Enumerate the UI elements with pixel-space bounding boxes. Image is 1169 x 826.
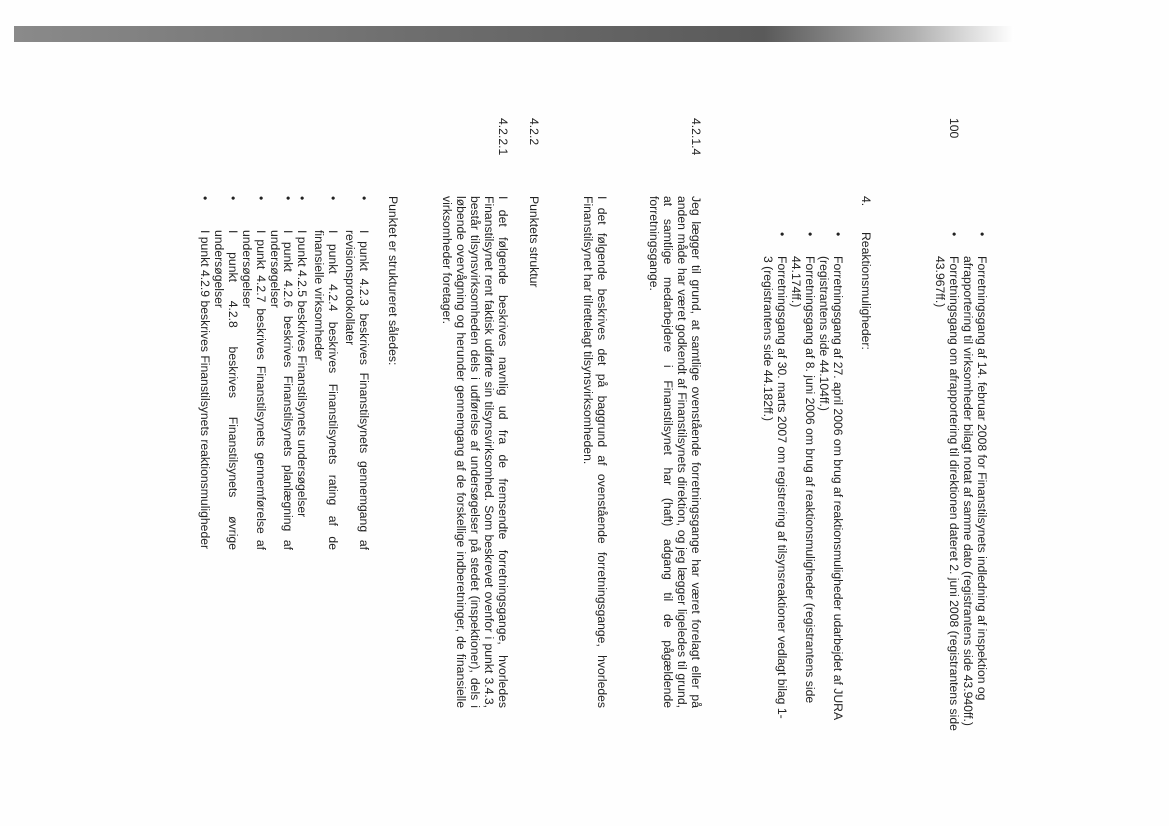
bullet-glyph: •: [198, 196, 213, 201]
bullet-glyph: •: [295, 196, 310, 201]
list-item: [239, 196, 267, 550]
list-item: [267, 196, 295, 550]
list-item-text: Forretningsgang af 27. april 2006 om brug af reaktionsmuligheder udarbejdet af JURA (registrantens side 44.104ff.): [817, 256, 845, 720]
list-item-text: I punkt 4.2.4 beskrives Finanstilsynets rating af de finansielle virksomheder: [312, 230, 341, 550]
list-item-text: I punkt 4.2.5 beskrives Finanstilsynets undersøgelser: [295, 230, 310, 518]
list-item: [960, 232, 988, 732]
item-4-bullet-list: [761, 232, 844, 722]
structure-bullet-list: [197, 196, 370, 696]
list-item: [311, 196, 339, 550]
section-4-2-2-title: Punktets struktur: [527, 196, 541, 288]
list-item: [342, 196, 370, 550]
item-4-number: 4.: [859, 196, 873, 207]
item-4-label: Reaktionsmuligheder:: [859, 232, 873, 350]
section-4-2-2-1-paragraph-2: Punktet er struktureret således:: [386, 196, 400, 366]
section-4-2-2-1-paragraph-1: I det følgende beskrives navnlig ud fra de fremsendte forretningsgange, hvorledes Finanstilsynet rent faktisk udførte sin tilsynsvirksomhed. Som beskrevet ovenfor i punkt 3.4.3, består tilsynsvirksomheden dels i udførelse af undersøgelser på stedet (inspektioner), dels i løbende overvågning og herunder gennemgang af de forskellige indberetninger, de finansielle virksomheder foretager.: [440, 196, 510, 708]
bullet-glyph: •: [947, 232, 962, 237]
list-item: [294, 196, 308, 550]
list-item: [816, 232, 844, 722]
bullet-glyph: •: [357, 196, 371, 201]
list-item: [932, 232, 960, 732]
list-item: [761, 232, 789, 722]
list-item-text: Forretningsgang af 8. juni 2006 om brug af reaktionsmuligheder (registrantens side 44.174ff.): [789, 256, 818, 704]
list-item-text: Forretningsgang om afrapportering til direktionen dateret 2. juni 2008 (registrantens side 43.967ff.): [933, 256, 962, 731]
bullet-glyph: •: [281, 196, 296, 201]
list-item: [197, 196, 211, 550]
list-item-text: I punkt 4.2.8 beskrives Finanstilsynets øvrige undersøgelser: [211, 230, 240, 550]
bullet-glyph: •: [253, 196, 268, 201]
bullet-glyph: •: [775, 232, 790, 237]
section-4-2-1-4-paragraph-2: I det følgende beskrives det på baggrund af ovenstående forretningsgange, hvorledes Finanstilsynet har tilrettelagt tilsynsvirksomheden.: [581, 196, 609, 708]
page-number: 100: [947, 118, 961, 139]
bullet-glyph: •: [803, 232, 818, 237]
rotated-text-sheet: [20, 0, 1020, 820]
list-item-text: Forretningsgang af 30. marts 2007 om registrering af tilsynsreaktioner vedlagt bilag 1-3 (registrantens side 44.182ff.): [761, 256, 790, 719]
list-item-text: I punkt 4.2.6 beskrives Finanstilsynets planlægning af undersøgelser: [267, 230, 296, 550]
bullet-glyph: •: [975, 232, 989, 237]
section-4-2-1-4-number: 4.2.1.4: [689, 118, 703, 156]
bullet-glyph: •: [225, 196, 240, 201]
bullet-glyph: •: [831, 232, 845, 237]
list-item-text: Forretningsgang af 14. februar 2008 for Finanstilsynets indledning af inspektion og afrapportering til virksomheder bilagt notat af samme dato (registrantens side 43.940ff.): [961, 256, 989, 726]
list-item: [788, 232, 816, 722]
top-bullet-list: [932, 232, 988, 732]
section-4-2-2-number: 4.2.2: [527, 118, 541, 146]
list-item-text: I punkt 4.2.7 beskrives Finanstilsynets gennemførelse af undersøgelser: [239, 230, 268, 550]
list-item-text: I punkt 4.2.9 beskrives Finanstilsynets reaktionsmuligheder: [198, 230, 213, 550]
list-item-text: I punkt 4.2.3 beskrives Finanstilsynets gennemgang af revisionsprotokollater: [343, 230, 371, 550]
bullet-glyph: •: [326, 196, 341, 201]
section-4-2-2-1-number: 4.2.2.1: [496, 118, 510, 156]
section-4-2-1-4-paragraph-1: Jeg lægger til grund, at samtlige ovenstående forretningsgange har været forelagt eller på anden måde har været godkendt af Finanstilsynets direktion, og jeg lægger ligeledes til grund, at samtlige medarbejdere i Finanstilsynet har (haft) adgang til de pågældende forretningsgange.: [647, 196, 703, 708]
list-item: [211, 196, 239, 550]
